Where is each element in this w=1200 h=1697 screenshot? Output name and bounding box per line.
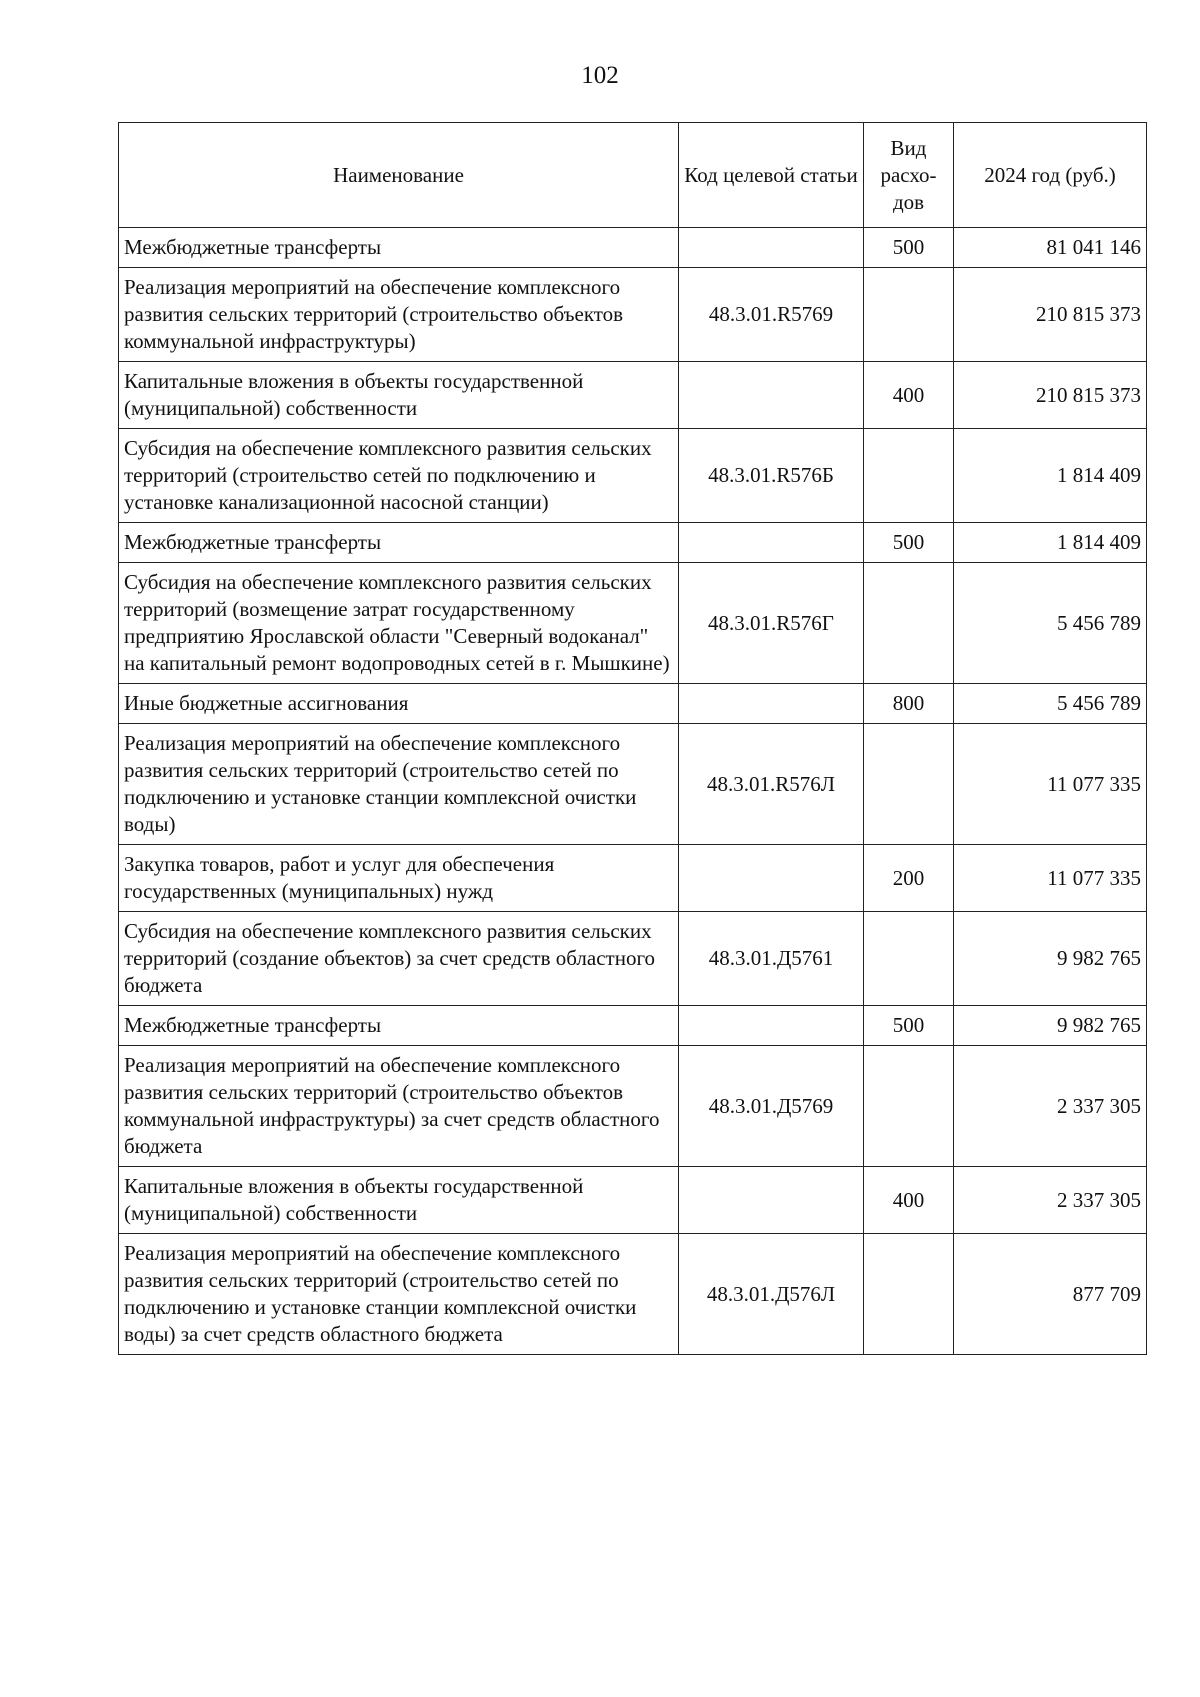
table-row: [119, 1046, 1147, 1167]
row-code: 48.3.01.Д5769: [679, 1046, 864, 1167]
row-type: [864, 912, 954, 1006]
row-name: Реализация мероприятий на обеспечение комплексного развития сельских территорий (строительство объектов коммунальной инфраструктуры): [119, 268, 679, 362]
row-amount: 2 337 305: [954, 1167, 1147, 1234]
table-row: [119, 523, 1147, 563]
row-code: [679, 845, 864, 912]
row-name: Межбюджетные трансферты: [119, 523, 679, 563]
row-amount: 5 456 789: [954, 684, 1147, 724]
row-name: Капитальные вложения в объекты государственной (муниципальной) собственности: [119, 1167, 679, 1234]
row-amount: 1 814 409: [954, 523, 1147, 563]
row-code: [679, 523, 864, 563]
table-row: [119, 1167, 1147, 1234]
row-type: [864, 1234, 954, 1355]
row-amount: 1 814 409: [954, 429, 1147, 523]
row-type: [864, 268, 954, 362]
row-code: 48.3.01.Д5761: [679, 912, 864, 1006]
row-name: Межбюджетные трансферты: [119, 1006, 679, 1046]
row-type: 200: [864, 845, 954, 912]
row-amount: 210 815 373: [954, 362, 1147, 429]
row-type: 400: [864, 362, 954, 429]
table-header-row: [119, 123, 1147, 228]
row-name: Субсидия на обеспечение комплексного развития сельских территорий (строительство сетей по подключению и установке канализационной насосной станции): [119, 429, 679, 523]
budget-table: [118, 122, 1147, 1355]
row-name: Капитальные вложения в объекты государственной (муниципальной) собственности: [119, 362, 679, 429]
row-code: [679, 1006, 864, 1046]
table-row: [119, 912, 1147, 1006]
row-code: [679, 684, 864, 724]
row-type: 500: [864, 1006, 954, 1046]
row-type: [864, 429, 954, 523]
table-row: [119, 1234, 1147, 1355]
table-row: [119, 563, 1147, 684]
row-type: 500: [864, 228, 954, 268]
row-type: 800: [864, 684, 954, 724]
header-type: Вид расхо-дов: [864, 123, 954, 228]
table-row: [119, 1006, 1147, 1046]
row-amount: 877 709: [954, 1234, 1147, 1355]
row-name: Иные бюджетные ассигнования: [119, 684, 679, 724]
table-row: [119, 724, 1147, 845]
row-type: [864, 563, 954, 684]
row-amount: 210 815 373: [954, 268, 1147, 362]
table-row: [119, 268, 1147, 362]
row-name: Субсидия на обеспечение комплексного развития сельских территорий (возмещение затрат государственному предприятию Ярославской области "Северный водоканал" на капитальный ремонт водопроводных сетей в г. Мышкине): [119, 563, 679, 684]
table-row: [119, 845, 1147, 912]
row-amount: 9 982 765: [954, 912, 1147, 1006]
row-amount: 81 041 146: [954, 228, 1147, 268]
page-number: 102: [581, 62, 619, 89]
row-amount: 5 456 789: [954, 563, 1147, 684]
row-code: 48.3.01.R576Г: [679, 563, 864, 684]
row-amount: 2 337 305: [954, 1046, 1147, 1167]
row-name: Реализация мероприятий на обеспечение комплексного развития сельских территорий (строительство объектов коммунальной инфраструктуры) за счет средств областного бюджета: [119, 1046, 679, 1167]
row-code: [679, 1167, 864, 1234]
header-amount: 2024 год (руб.): [954, 123, 1147, 228]
row-code: 48.3.01.R576Л: [679, 724, 864, 845]
row-code: [679, 228, 864, 268]
header-code: Код целевой статьи: [679, 123, 864, 228]
row-name: Реализация мероприятий на обеспечение комплексного развития сельских территорий (строительство сетей по подключению и установке станции комплексной очистки воды): [119, 724, 679, 845]
table-row: [119, 429, 1147, 523]
row-code: 48.3.01.R5769: [679, 268, 864, 362]
table-row: [119, 684, 1147, 724]
row-name: Межбюджетные трансферты: [119, 228, 679, 268]
row-type: [864, 724, 954, 845]
row-type: 400: [864, 1167, 954, 1234]
row-name: Субсидия на обеспечение комплексного развития сельских территорий (создание объектов) за счет средств областного бюджета: [119, 912, 679, 1006]
row-amount: 9 982 765: [954, 1006, 1147, 1046]
row-amount: 11 077 335: [954, 845, 1147, 912]
table-row: [119, 228, 1147, 268]
row-code: 48.3.01.R576Б: [679, 429, 864, 523]
row-type: [864, 1046, 954, 1167]
row-name: Реализация мероприятий на обеспечение комплексного развития сельских территорий (строительство сетей по подключению и установке станции комплексной очистки воды) за счет средств областного бюджета: [119, 1234, 679, 1355]
row-type: 500: [864, 523, 954, 563]
row-name: Закупка товаров, работ и услуг для обеспечения государственных (муниципальных) нужд: [119, 845, 679, 912]
row-code: 48.3.01.Д576Л: [679, 1234, 864, 1355]
row-code: [679, 362, 864, 429]
row-amount: 11 077 335: [954, 724, 1147, 845]
table-row: [119, 362, 1147, 429]
header-name: Наименование: [119, 123, 679, 228]
